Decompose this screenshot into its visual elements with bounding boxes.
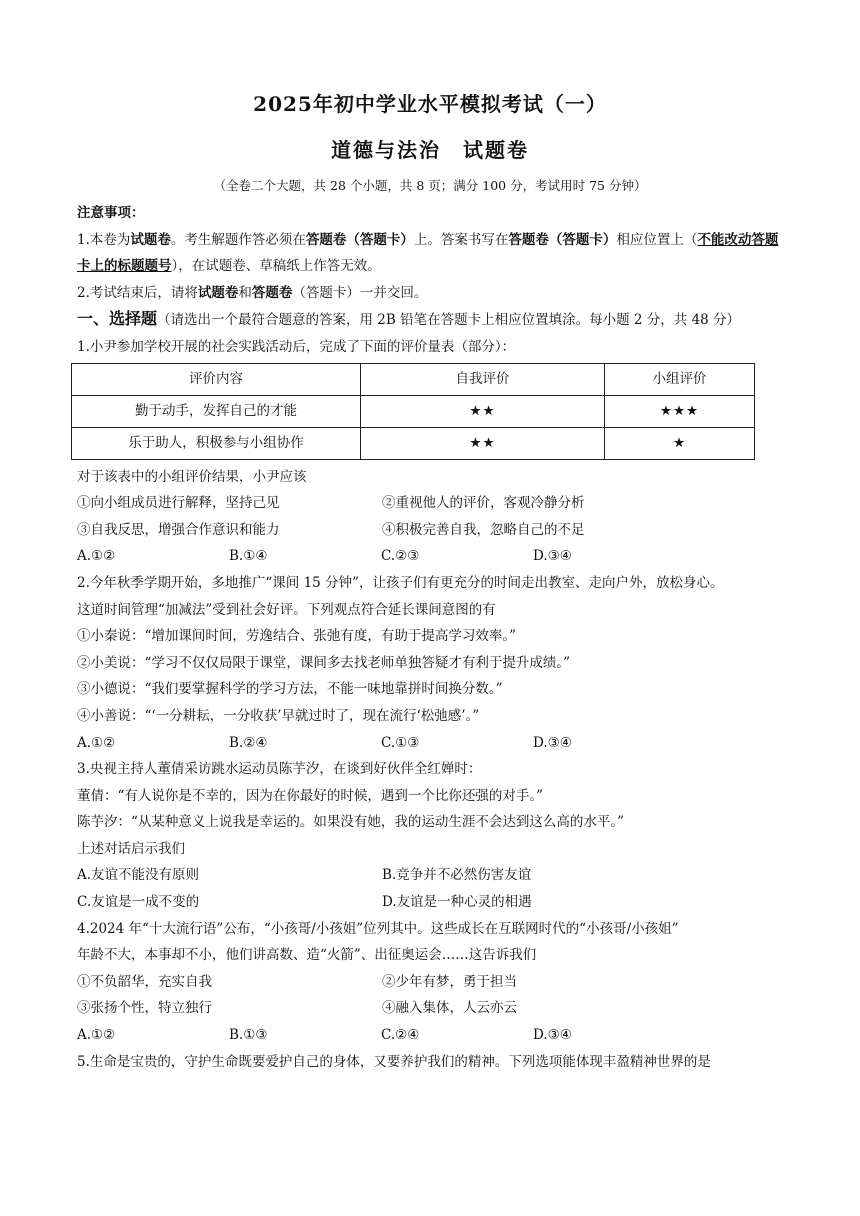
q3-stem: 3.央视主持人董倩采访跳水运动员陈芋汐，在谈到好伙伴全红婵时： [77,761,482,778]
table-header: 自我评价 [361,363,605,395]
q2-item: ③小德说：“我们要掌握科学的学习方法，不能一味地靠拼时间换分数。” [77,681,503,698]
answer-option: D.③④ [533,548,572,565]
table-row [72,395,755,427]
q4-stem: 年龄不大，本事却不小，他们讲高数、造“火箭”、出征奥运会……这告诉我们 [77,947,537,964]
section-1-heading: 一、选择题 [77,309,158,329]
answer-option: C.①③ [381,734,420,751]
table-cell-stars: ★★ [361,427,605,459]
q4-stem: 4.2024 年“十大流行语”公布，“小孩哥/小孩姐”位列其中。这些成长在互联网时代的“小孩哥/小孩姐” [77,920,679,937]
notes-heading: 注意事项： [77,205,145,221]
choice-item: ①向小组成员进行解释，坚持己见 [77,495,280,512]
answer-option: D.③④ [533,734,572,751]
exam-title: 2025年初中学业水平模拟考试（一） [253,92,607,116]
exam-info: （全卷二个大题，共 28 个小题，共 8 页；满分 100 分，考试用时 75 分钟） [213,178,647,193]
answer-option: C.友谊是一成不变的 [77,894,200,911]
answer-option: B.竞争并不必然伤害友谊 [382,867,532,884]
choice-item: ④融入集体，人云亦云 [382,1000,517,1017]
q1-stem: 1.小尹参加学校开展的社会实践活动后，完成了下面的评价量表（部分）： [77,338,516,355]
answer-option: B.①③ [229,1027,268,1044]
q3-dialogue-line: 陈芋汐：“从某种意义上说我是幸运的。如果没有她，我的运动生涯不会达到这么高的水平。” [77,814,625,831]
choice-item: ①不负韶华，充实自我 [77,973,212,990]
table-header: 评价内容 [72,363,361,395]
q1-question: 对于该表中的小组评价结果，小尹应该 [77,468,307,485]
choice-item: ④积极完善自我，忽略自己的不足 [382,521,585,538]
choice-item: ③张扬个性，特立独行 [77,1000,212,1017]
note-1: 1.本卷为试题卷。考生解题作答必须在答题卷（答题卡）上。答案书写在答题卷（答题卡）相应位置上（不能改动答题卡上的标题题号），在试题卷、草稿纸上作答无效。 [77,231,779,275]
answer-option: D.友谊是一种心灵的相遇 [382,894,532,911]
q2-item: ④小善说：“‘一分耕耘，一分收获’早就过时了，现在流行‘松弛感’。” [77,707,480,724]
q3-options-row [77,889,789,916]
q4-options [77,1022,789,1049]
answer-option: D.③④ [533,1027,572,1044]
table-row [72,427,755,459]
answer-option: A.①② [77,1027,116,1044]
q2-stem: 这道时间管理“加减法”受到社会好评。下列观点符合延长课间意图的有 [77,601,496,618]
table-cell-stars: ★ [605,427,755,459]
q4-items-row [77,995,789,1022]
q3-dialogue-line: 董倩：“有人说你是不幸的，因为在你最好的时候，遇到一个比你还强的对手。” [77,787,544,804]
answer-option: A.①② [77,734,116,751]
q2-item: ②小美说：“学习不仅仅局限于课堂，课间多去找老师单独答疑才有利于提升成绩。” [77,654,571,671]
q4-items-row [77,969,789,996]
q3-question: 上述对话启示我们 [77,840,185,857]
note-2: 2.考试结束后，请将试题卷和答题卷（答题卡）一并交回。 [77,284,428,301]
table-header-row [72,363,755,395]
q1-items-row [77,517,789,544]
answer-option: B.①④ [229,548,268,565]
q1-options [77,543,789,570]
q5-stem: 5.生命是宝贵的，守护生命既要爱护自己的身体，又要养护我们的精神。下列选项能体现丰盈精神世界的是 [77,1053,711,1070]
answer-option: B.②④ [229,734,268,751]
choice-item: ②少年有梦，勇于担当 [382,973,517,990]
subject-title: 道德与法治 试题卷 [331,138,529,162]
q2-stem: 2.今年秋季学期开始，多地推广“课间 15 分钟”，让孩子们有更充分的时间走出教室、走向户外，放松身心。 [77,574,724,591]
answer-option: A.友谊不能没有原则 [77,867,200,884]
section-1-header [77,306,789,334]
q1-items-row [77,490,789,517]
table-cell: 勤于动手，发挥自己的才能 [72,395,361,427]
table-header: 小组评价 [605,363,755,395]
section-1-instruction: （请选出一个最符合题意的答案，用 2B 铅笔在答题卡上相应位置填涂。每小题 2 分，共 48 分） [157,312,741,329]
q3-options-row [77,862,789,889]
evaluation-table [71,363,755,460]
table-cell-stars: ★★★ [605,395,755,427]
q2-item: ①小秦说：“增加课间时间，劳逸结合、张弛有度，有助于提高学习效率。” [77,628,517,645]
table-cell-stars: ★★ [361,395,605,427]
answer-option: A.①② [77,548,116,565]
answer-option: C.②③ [381,548,420,565]
q2-options [77,730,789,757]
answer-option: C.②④ [381,1027,420,1044]
choice-item: ②重视他人的评价，客观冷静分析 [382,495,585,512]
choice-item: ③自我反思，增强合作意识和能力 [77,521,280,538]
table-cell: 乐于助人，积极参与小组协作 [72,427,361,459]
exam-body [77,200,789,1075]
